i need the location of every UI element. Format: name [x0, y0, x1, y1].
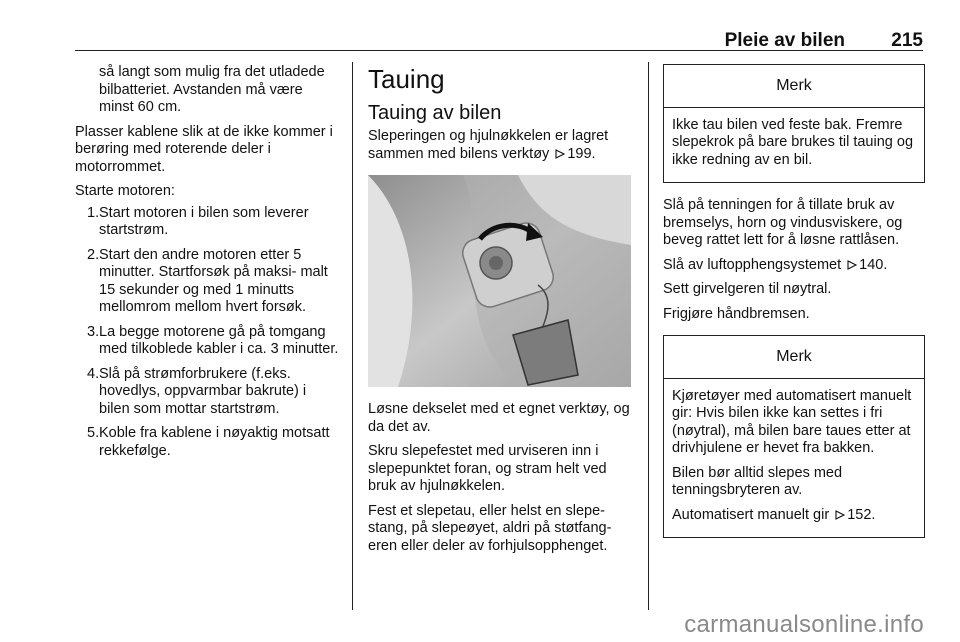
header-divider — [75, 50, 923, 51]
list-item: 4. Slå på strømforbrukere (f.eks. hovedlys, oppvarmbar bakrute) i bilen som mottar startstrøm. — [87, 365, 307, 417]
start-steps-list — [75, 205, 340, 461]
note-text: Automatisert manuelt gir 152. — [672, 506, 876, 523]
note-heading: Merk — [664, 65, 924, 108]
list-item: 5. Koble fra kablene i nøyaktig motsatt rekkefølge. — [87, 425, 330, 459]
page-reference[interactable]: 199. — [567, 145, 596, 162]
page-reference-icon — [847, 260, 857, 270]
page-reference-icon — [835, 510, 845, 520]
note-text: Bilen bør alltid slepes med tenningsbryteren av. — [672, 464, 843, 498]
section-title: Tauing — [368, 64, 445, 94]
neutral-text: Sett girvelgeren til nøytral. — [663, 281, 832, 297]
page-number: 215 — [891, 30, 923, 51]
list-item: 1. Start motoren i bilen som leverer startstrøm. — [87, 204, 309, 238]
subsection-title: Tauing av bilen — [368, 102, 502, 124]
page-reference[interactable]: 152. — [847, 506, 876, 523]
list-item: 3. La begge motorene gå på tomgang med tilkoblede kabler i ca. 3 minutter. — [87, 323, 339, 357]
note-heading: Merk — [664, 336, 924, 379]
attach-rope-text: Fest et slepetau, eller helst en slepe- stang, på slepeøyet, aldri på støtfang- eren eller deler av forhjulsopphenget. — [368, 502, 612, 554]
watermark: carmanualsonline.info — [684, 611, 924, 638]
handbrake-text: Frigjøre håndbremsen. — [663, 305, 810, 322]
note-box-2 — [663, 335, 925, 538]
continued-text: så langt som mulig fra det utladede bilbatteriet. Avstanden må være minst 60 cm. — [99, 64, 325, 115]
cable-placement-text: Plasser kablene slik at de ikke kommer i berøring med roterende deler i motorrommet. — [75, 123, 333, 175]
column-1 — [75, 64, 340, 467]
remove-cover-text: Løsne dekselet med et egnet verktøy, og da det av. — [368, 401, 630, 435]
air-suspension-text: Slå av luftopphengsystemet 140. — [663, 256, 888, 273]
towing-eye-illustration — [368, 175, 631, 387]
chapter-title: Pleie av bilen — [724, 30, 845, 51]
note-text: Ikke tau bilen ved feste bak. Fremre slepekrok på bare brukes til tauing og ikke redning av en bil. — [672, 116, 914, 168]
column-divider-1 — [352, 62, 353, 610]
page-header — [75, 30, 923, 52]
towing-eye-illustration-graphic — [368, 175, 631, 387]
column-divider-2 — [648, 62, 649, 610]
note-text: Kjøretøyer med automatisert manuelt gir: Hvis bilen ikke kan settes i fri (nøytral), må bilen bare taues etter at drivhjulene er hevet fra bakken. — [672, 387, 912, 456]
ignition-text: Slå på tenningen for å tillate bruk av bremselys, horn og vindusviskere, og beveg rattet lett for å løsne rattlåsen. — [663, 197, 903, 248]
screw-in-text: Skru slepefestet med urviseren inn i slepepunktet foran, og stram helt ved bruk av hjulnøkkelen. — [368, 443, 607, 494]
list-item: 2. Start den andre motoren etter 5 minutter. Startforsøk på maksi- malt 15 sekunder og med 1 minutts mellomrom mellom hvert forsøk. — [87, 246, 328, 315]
note-box-1 — [663, 64, 925, 183]
column-3 — [663, 64, 925, 552]
intro-text: Sleperingen og hjulnøkkelen er lagret sammen med bilens verktøy 199. — [368, 128, 609, 162]
column-2 — [368, 64, 633, 562]
start-engine-heading: Starte motoren: — [75, 183, 175, 199]
page-reference[interactable]: 140. — [859, 256, 888, 273]
page-reference-icon — [555, 149, 565, 159]
